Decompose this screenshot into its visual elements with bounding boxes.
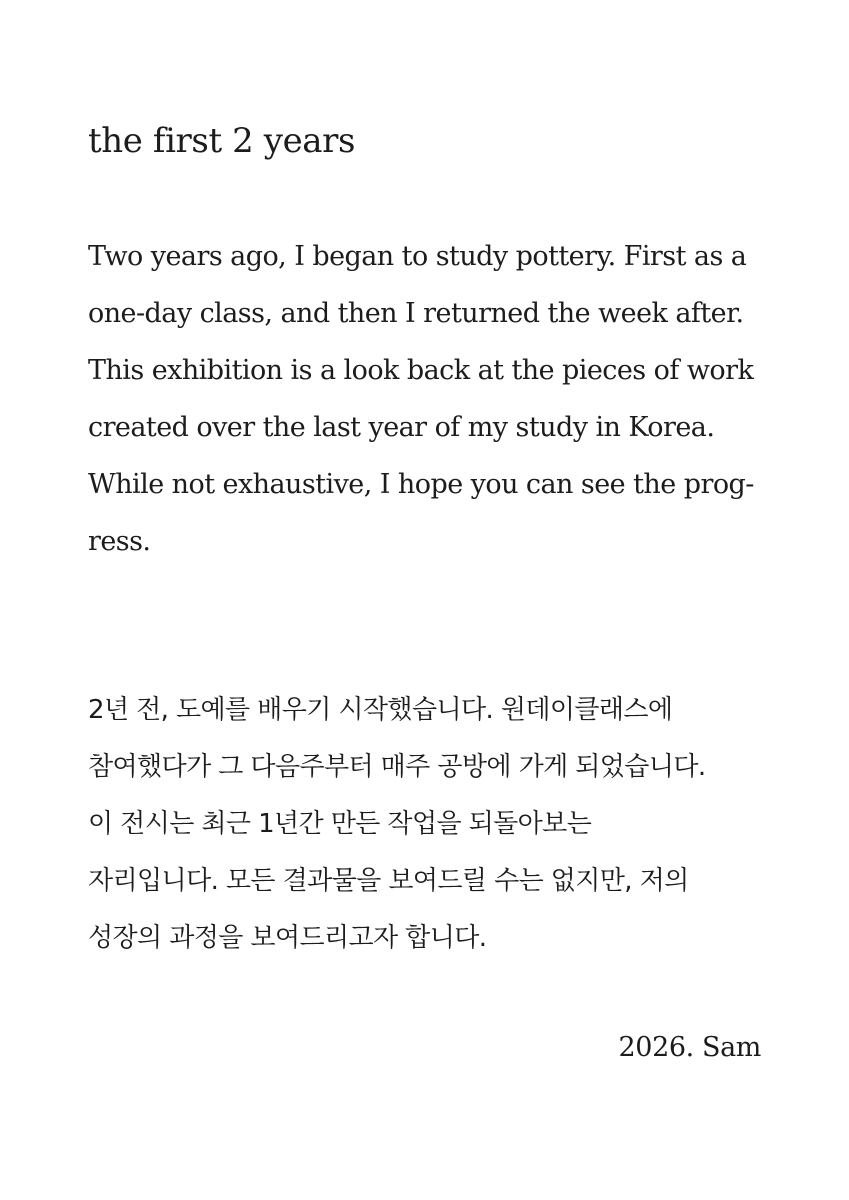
korean-line: 2년 전, 도예를 배우기 시작했습니다. 원데이클래스에 — [88, 695, 673, 725]
page-title: the first 2 years — [88, 121, 356, 161]
english-line: While not exhaustive, I hope you can see the prog- — [88, 469, 754, 500]
english-line: one-day class, and then I returned the week after. — [88, 298, 744, 329]
korean-line: 이 전시는 최근 1년간 만든 작업을 되돌아보는 — [88, 809, 592, 839]
korean-line: 자리입니다. 모든 결과물을 보여드릴 수는 없지만, 저의 — [88, 866, 689, 896]
signature: 2026. Sam — [618, 1032, 761, 1063]
korean-line: 성장의 과정을 보여드리고자 합니다. — [88, 923, 487, 953]
english-line: ress. — [88, 526, 151, 557]
korean-line: 참여했다가 그 다음주부터 매주 공방에 가게 되었습니다. — [88, 752, 706, 782]
english-line: created over the last year of my study in Korea. — [88, 412, 715, 443]
english-paragraph — [88, 228, 778, 570]
korean-paragraph — [88, 682, 778, 967]
english-line: Two years ago, I began to study pottery. First as a — [88, 241, 747, 272]
english-line: This exhibition is a look back at the pieces of work — [88, 355, 754, 386]
